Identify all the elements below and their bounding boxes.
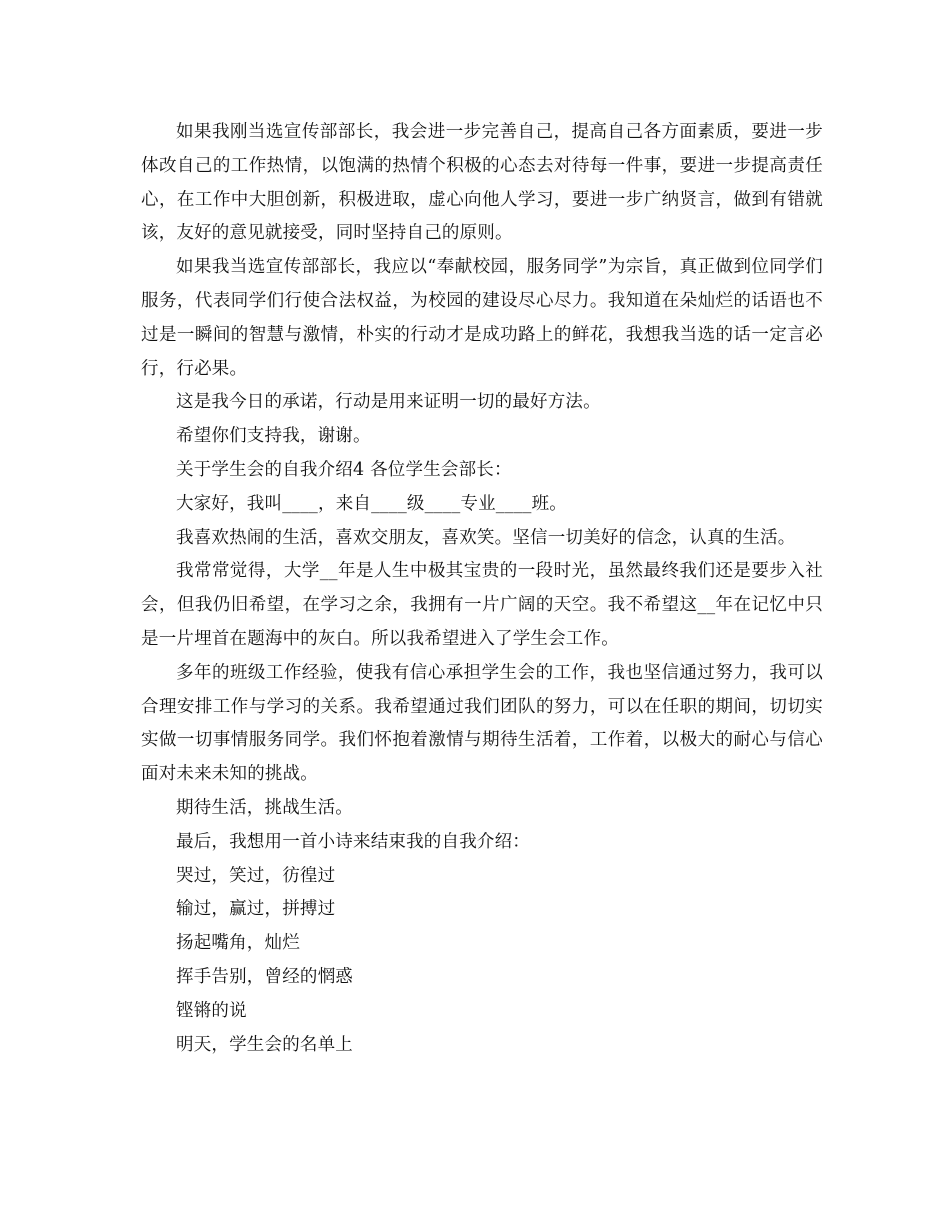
section-heading: 关于学生会的自我介绍4 各位学生会部长： <box>176 459 512 480</box>
paragraph-1: 如果我刚当选宣传部部长，我会进一步完善自己，提高自己各方面素质，要进一步体改自己的工作热情，以饱满的热情个积极的心态去对待每一件事，要进一步提高责任心，在工作中大胆创新，积极进取，虚心向他人学习，要进一步广纳贤言，做到有错就该，友好的意见就接受，同时坚持自己的原则。 <box>141 122 823 244</box>
poem-line-4: 挥手告别，曾经的惘惑 <box>176 966 353 987</box>
poem-line-5: 铿锵的说 <box>176 1000 247 1021</box>
paragraph-2: 如果我当选宣传部部长，我应以“奉献校园，服务同学”为宗旨，真正做到位同学们服务，代表同学们行使合法权益，为校园的建设尽心尽力。我知道在朵灿烂的话语也不过是一瞬间的智慧与激情，朴实的行动才是成功路上的鲜花，我想我当选的话一定言必行，行必果。 <box>141 257 823 379</box>
poem-line-6: 明天，学生会的名单上 <box>176 1034 353 1055</box>
paragraph-11: 最后，我想用一首小诗来结束我的自我介绍： <box>176 831 530 852</box>
document-body <box>141 116 823 1062</box>
poem-line-1: 哭过，笑过，彷徨过 <box>176 865 336 886</box>
paragraph-6: 大家好，我叫____，来自____级____专业____班。 <box>176 493 567 514</box>
paragraph-7: 我喜欢热闹的生活，喜欢交朋友，喜欢笑。坚信一切美好的信念，认真的生活。 <box>176 527 796 548</box>
paragraph-4: 希望你们支持我，谢谢。 <box>176 426 371 447</box>
poem-line-3: 扬起嘴角，灿烂 <box>176 933 300 954</box>
paragraph-9: 多年的班级工作经验，使我有信心承担学生会的工作，我也坚信通过努力，我可以合理安排工作与学习的关系。我希望通过我们团队的努力，可以在任职的期间，切切实实做一切事情服务同学。我们怀抱着激情与期待生活着，工作着，以极大的耐心与信心面对未来未知的挑战。 <box>141 662 823 785</box>
paragraph-3: 这是我今日的承诺，行动是用来证明一切的最好方法。 <box>176 392 601 413</box>
paragraph-8: 我常常觉得，大学__年是人生中极其宝贵的一段时光，虽然最终我们还是要步入社会，但我仍旧希望，在学习之余，我拥有一片广阔的天空。我不希望这__年在记忆中只是一片埋首在题海中的灰白。所以我希望进入了学生会工作。 <box>141 561 823 649</box>
poem-line-2: 输过，赢过，拼搏过 <box>176 899 336 920</box>
paragraph-10: 期待生活，挑战生活。 <box>176 797 353 818</box>
